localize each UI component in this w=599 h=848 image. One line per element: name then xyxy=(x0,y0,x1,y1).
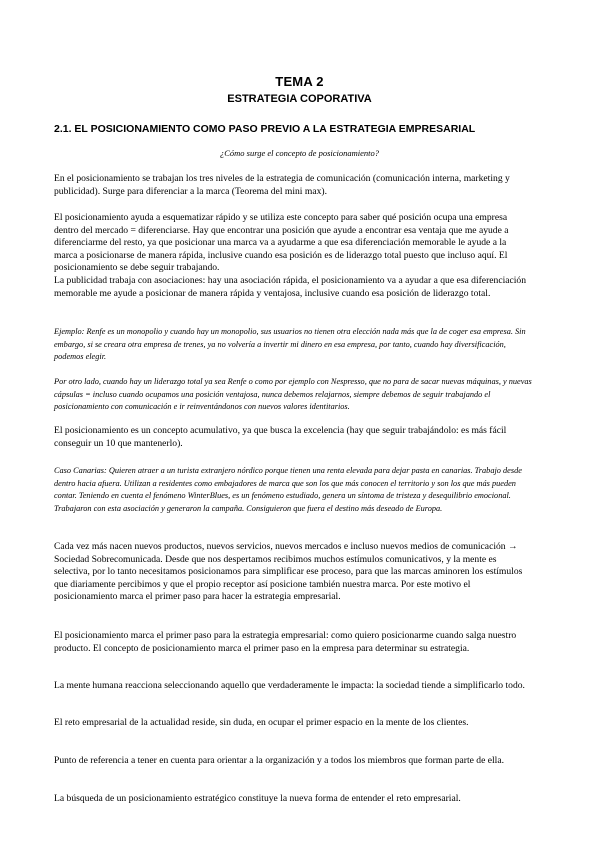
section-heading: 2.1. EL POSICIONAMIENTO COMO PASO PREVIO A LA ESTRATEGIA EMPRESARIAL xyxy=(54,123,476,135)
paragraph-associations: La publicidad trabaja con asociaciones: hay una asociación rápida, el posicionamiento va a ayudar a que esa diferenciación memorable me ayude a posicionar de manera rápida y ventajosa, inclusive cuando esa posición de liderazgo total. xyxy=(54,275,527,299)
paragraph-challenge: El reto empresarial de la actualidad reside, sin duda, en ocupar el primer espacio en la mente de los clientes. xyxy=(54,717,469,728)
paragraph-definition: El posicionamiento ayuda a esquematizar rápido y se utiliza este concepto para saber qué posición ocupa una empresa dentro del mercado = diferenciarse. Hay que encontrar una posición que ayude a encontrar esa ventaja que me ayude a diferenciarme del resto, ya que posicionar una marca va a ayudarme a que esa diferenciación memorable le ayude a la marca a posicionarse de manera rápida, inclusive cuando esa posición es de liderazgo total puesto que incluso aquí. El posicionamiento se debe seguir trabajando. xyxy=(54,212,509,274)
page-title: TEMA 2 xyxy=(275,74,324,89)
paragraph-intro: En el posicionamiento se trabajan los tres niveles de la estrategia de comunicación (comunicación interna, marketing y publicidad). Surge para diferenciar a la marca (Teorema del mini max). xyxy=(54,173,510,197)
page-subtitle: ESTRATEGIA COPORATIVA xyxy=(227,93,372,105)
example-canarias: Caso Canarias: Quieren atraer a un turista extranjero nórdico porque tienen una renta elevada para dejar pasta en canarias. Trabajo desde dentro hacia afuera. Utilizan a residentes como embajadores de marca que son los que más conocen el territorio y son los que más pueden contar. Teniendo en cuenta el fenómeno WinterBlues, es un fenómeno estudiado, genera un síntoma de tristeza y desequilibrio emocional. Trabajaron con esta asociación y generaron la campaña. Consiguieron que fuera el destino más deseado de Europa. xyxy=(54,466,522,513)
paragraph-first-step: El posicionamiento marca el primer paso para la estrategia empresarial: como quiero posicionarme cuando salga nuestro producto. El concepto de posicionamiento marca el primer paso en la empresa para determinar su estrategia. xyxy=(54,630,517,654)
paragraph-strategic-search: La búsqueda de un posicionamiento estratégico constituye la nueva forma de entender el reto empresarial. xyxy=(54,793,461,804)
section-question: ¿Cómo surge el concepto de posicionamiento? xyxy=(219,148,380,158)
example-nespresso: Por otro lado, cuando hay un liderazgo total ya sea Renfe o como por ejemplo con Nespresso, que no para de sacar nuevas máquinas, y nuevas cápsulas = incluso cuando ocupamos una posición ventajosa, nunca debemos relajarnos, siempre debemos de seguir trabajando el posicionamiento con comunicación e ir reinventándonos con nuevos valores identitarios. xyxy=(54,377,532,412)
paragraph-cumulative: El posicionamiento es un concepto acumulativo, ya que busca la excelencia (hay que seguir trabajándolo: es más fácil conseguir un 10 que mantenerlo). xyxy=(54,425,507,449)
paragraph-reference: Punto de referencia a tener en cuenta para orientar a la organización y a todos los miembros que forman parte de ella. xyxy=(54,755,505,766)
paragraph-human-mind: La mente humana reacciona seleccionando aquello que verdaderamente le impacta: la sociedad tiende a simplificarlo todo. xyxy=(54,680,525,691)
example-renfe: Ejemplo: Renfe es un monopolio y cuando hay un monopolio, sus usuarios no tienen otra elección nada más que la de coger esa empresa. Sin embargo, si se creara otra empresa de trenes, ya no volvería a invertir mi dinero en esa empresa, por tanto, cuando hay diversificación, podemos elegir. xyxy=(54,327,526,362)
paragraph-overcommunicated: Cada vez más nacen nuevos productos, nuevos servicios, nuevos mercados e incluso nuevos medios de comunicación → Sociedad Sobrecomunicada. Desde que nos despertamos recibimos muchos estímulos comunicativos, y la mente es selectiva, por lo tanto necesitamos posicionamos para simplificar ese proceso, para que las marcas aminoren los estímulos que diariamente percibimos y que el propio receptor así posicione también nuestra marca. Por este motivo el posicionamiento marca el primer paso para hacer la estrategia empresarial. xyxy=(54,541,523,603)
